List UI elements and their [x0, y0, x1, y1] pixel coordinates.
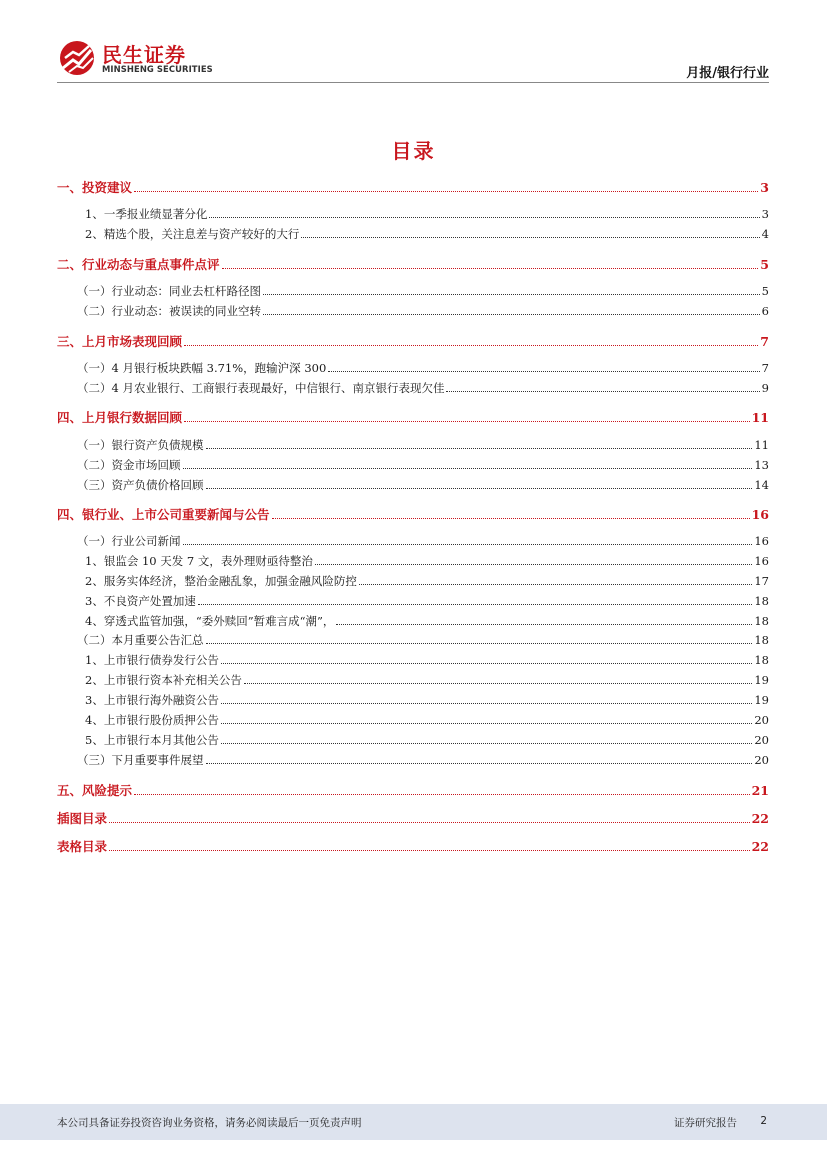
toc-dot-leader [206, 763, 753, 764]
toc-entry-page: 21 [751, 783, 769, 798]
toc-entry-label: 二、行业动态与重点事件点评 [57, 257, 220, 272]
footer-disclaimer: 本公司具备证券投资咨询业务资格，请务必阅读最后一页免责声明 [57, 1117, 362, 1129]
toc-dot-leader [221, 723, 753, 724]
toc-entry[interactable] [57, 573, 769, 589]
toc-entry[interactable] [57, 226, 769, 242]
toc-title: 目录 [391, 139, 436, 163]
toc-entry-label: （二）行业动态：被误读的同业空转 [77, 304, 261, 318]
toc-entry-label: （二）资金市场回顾 [77, 458, 181, 472]
toc-entry[interactable] [57, 255, 769, 273]
toc-entry-label: 4、穿透式监管加强，“委外赎回”暂难言成“潮”， [85, 614, 335, 628]
toc-entry-page: 11 [754, 438, 769, 452]
minsheng-logo-icon [57, 38, 97, 78]
toc-dot-leader [221, 663, 753, 664]
toc-entry-label: 表格目录 [57, 839, 108, 854]
toc-entry-page: 14 [754, 478, 769, 492]
toc-dot-leader [221, 703, 753, 704]
toc-dot-leader [221, 743, 753, 744]
toc-dot-leader [272, 518, 750, 519]
toc-entry-page: 20 [754, 753, 769, 767]
toc-entry-page: 9 [761, 381, 769, 395]
page-footer [0, 1104, 827, 1140]
toc-entry[interactable] [57, 732, 769, 748]
toc-entry[interactable] [57, 505, 769, 523]
toc-dot-leader [134, 794, 750, 795]
toc-dot-leader [446, 391, 759, 392]
toc-entry-label: 1、银监会 10 天发 7 文，表外理财亟待整治 [85, 554, 313, 568]
toc-entry-label: 三、上月市场表现回顾 [57, 334, 183, 349]
toc-entry[interactable] [57, 533, 769, 549]
toc-entry-page: 7 [760, 334, 769, 349]
toc-entry-page: 4 [761, 227, 769, 241]
toc-entry[interactable] [57, 809, 769, 827]
toc-entry[interactable] [57, 672, 769, 688]
toc-entry-page: 20 [754, 733, 769, 747]
toc-entry[interactable] [57, 652, 769, 668]
toc-entry-label: （三）下月重要事件展望 [77, 753, 204, 767]
toc-dot-leader [184, 345, 758, 346]
toc-entry-label: 4、上市银行股份质押公告 [85, 713, 219, 727]
toc-dot-leader [209, 217, 759, 218]
toc-entry-label: （一）行业动态：同业去杠杆路径图 [77, 284, 261, 298]
logo-chinese-name: 民生证券 [102, 43, 186, 67]
toc-entry-page: 16 [754, 534, 769, 548]
toc-dot-leader [263, 294, 760, 295]
toc-dot-leader [244, 683, 753, 684]
toc-entry[interactable] [57, 380, 769, 396]
toc-entry[interactable] [57, 437, 769, 453]
toc-dot-leader [109, 822, 750, 823]
company-logo [57, 38, 213, 78]
toc-dot-leader [301, 237, 759, 238]
toc-entry-page: 16 [754, 554, 769, 568]
toc-entry-label: 2、精选个股，关注息差与资产较好的大行 [85, 227, 300, 241]
toc-entry-page: 19 [754, 693, 769, 707]
toc-entry-page: 7 [761, 361, 769, 375]
footer-doc-type: 证券研究报告 [674, 1117, 737, 1129]
toc-entry-label: 3、不良资产处置加速 [85, 594, 196, 608]
toc-entry[interactable] [57, 178, 769, 196]
toc-entry-page: 6 [761, 304, 769, 318]
toc-entry-label: （一）银行资产负债规模 [77, 438, 204, 452]
toc-entry[interactable] [57, 692, 769, 708]
toc-dot-leader [183, 544, 753, 545]
toc-dot-leader [134, 191, 758, 192]
toc-dot-leader [206, 488, 753, 489]
toc-entry[interactable] [57, 360, 769, 376]
toc-entry-label: （三）资产负债价格回顾 [77, 478, 204, 492]
toc-entry-page: 18 [754, 633, 769, 647]
toc-entry-label: 5、上市银行本月其他公告 [85, 733, 219, 747]
toc-entry[interactable] [57, 553, 769, 569]
toc-entry[interactable] [57, 408, 769, 426]
toc-entry-page: 3 [760, 180, 769, 195]
toc-entry[interactable] [57, 332, 769, 350]
toc-entry-label: （一）行业公司新闻 [77, 534, 181, 548]
toc-entry-label: 插图目录 [57, 811, 108, 826]
toc-entry[interactable] [57, 457, 769, 473]
header-divider [57, 82, 769, 83]
toc-entry-page: 22 [751, 811, 769, 826]
toc-entry[interactable] [57, 632, 769, 648]
toc-entry-page: 22 [751, 839, 769, 854]
report-type: 月报/银行行业 [686, 66, 769, 81]
toc-dot-leader [222, 268, 759, 269]
toc-dot-leader [198, 604, 753, 605]
logo-english-name: MINSHENG SECURITIES [102, 64, 213, 74]
footer-page-number: 2 [760, 1115, 767, 1127]
toc-entry-page: 19 [754, 673, 769, 687]
toc-entry-page: 17 [754, 574, 769, 588]
toc-dot-leader [328, 371, 759, 372]
toc-dot-leader [206, 643, 753, 644]
toc-entry-page: 16 [751, 507, 769, 522]
toc-entry[interactable] [57, 613, 769, 629]
toc-dot-leader [263, 314, 760, 315]
toc-entry-page: 3 [761, 207, 769, 221]
toc-entry[interactable] [57, 837, 769, 855]
toc-entry-page: 5 [760, 257, 769, 272]
toc-entry-page: 11 [751, 410, 769, 425]
toc-entry[interactable] [57, 593, 769, 609]
toc-entry-label: 2、上市银行资本补充相关公告 [85, 673, 242, 687]
toc-dot-leader [109, 850, 750, 851]
toc-entry[interactable] [57, 283, 769, 299]
toc-entry-page: 18 [754, 614, 769, 628]
toc-entry-label: 3、上市银行海外融资公告 [85, 693, 219, 707]
toc-dot-leader [359, 584, 753, 585]
toc-entry-label: 五、风险提示 [57, 783, 133, 798]
toc-entry[interactable] [57, 303, 769, 319]
page-header [0, 0, 827, 88]
toc-dot-leader [336, 624, 752, 625]
toc-entry-page: 18 [754, 653, 769, 667]
toc-entry[interactable] [57, 781, 769, 799]
toc-entry[interactable] [57, 752, 769, 768]
toc-dot-leader [206, 448, 753, 449]
toc-entry-label: 四、银行业、上市公司重要新闻与公告 [57, 507, 270, 522]
toc-entry-label: （二）4 月农业银行、工商银行表现最好，中信银行、南京银行表现欠佳 [77, 381, 445, 395]
toc-entry[interactable] [57, 712, 769, 728]
toc-dot-leader [183, 468, 753, 469]
toc-entry-page: 20 [754, 713, 769, 727]
toc-entry-label: 1、一季报业绩显著分化 [85, 207, 208, 221]
toc-entry-page: 13 [754, 458, 769, 472]
toc-entry-label: 2、服务实体经济，整治金融乱象，加强金融风险防控 [85, 574, 357, 588]
toc-entry[interactable] [57, 477, 769, 493]
toc-entry-label: 四、上月银行数据回顾 [57, 410, 183, 425]
toc-entry-page: 5 [761, 284, 769, 298]
toc-dot-leader [315, 564, 752, 565]
toc-entry-label: 一、投资建议 [57, 180, 133, 195]
toc-dot-leader [184, 421, 750, 422]
toc-entry-label: （二）本月重要公告汇总 [77, 633, 204, 647]
toc-entry-label: 1、上市银行债券发行公告 [85, 653, 219, 667]
toc-entry-page: 18 [754, 594, 769, 608]
toc-entry[interactable] [57, 206, 769, 222]
toc-entry-label: （一）4 月银行板块跌幅 3.71%，跑输沪深 300 [77, 361, 327, 375]
